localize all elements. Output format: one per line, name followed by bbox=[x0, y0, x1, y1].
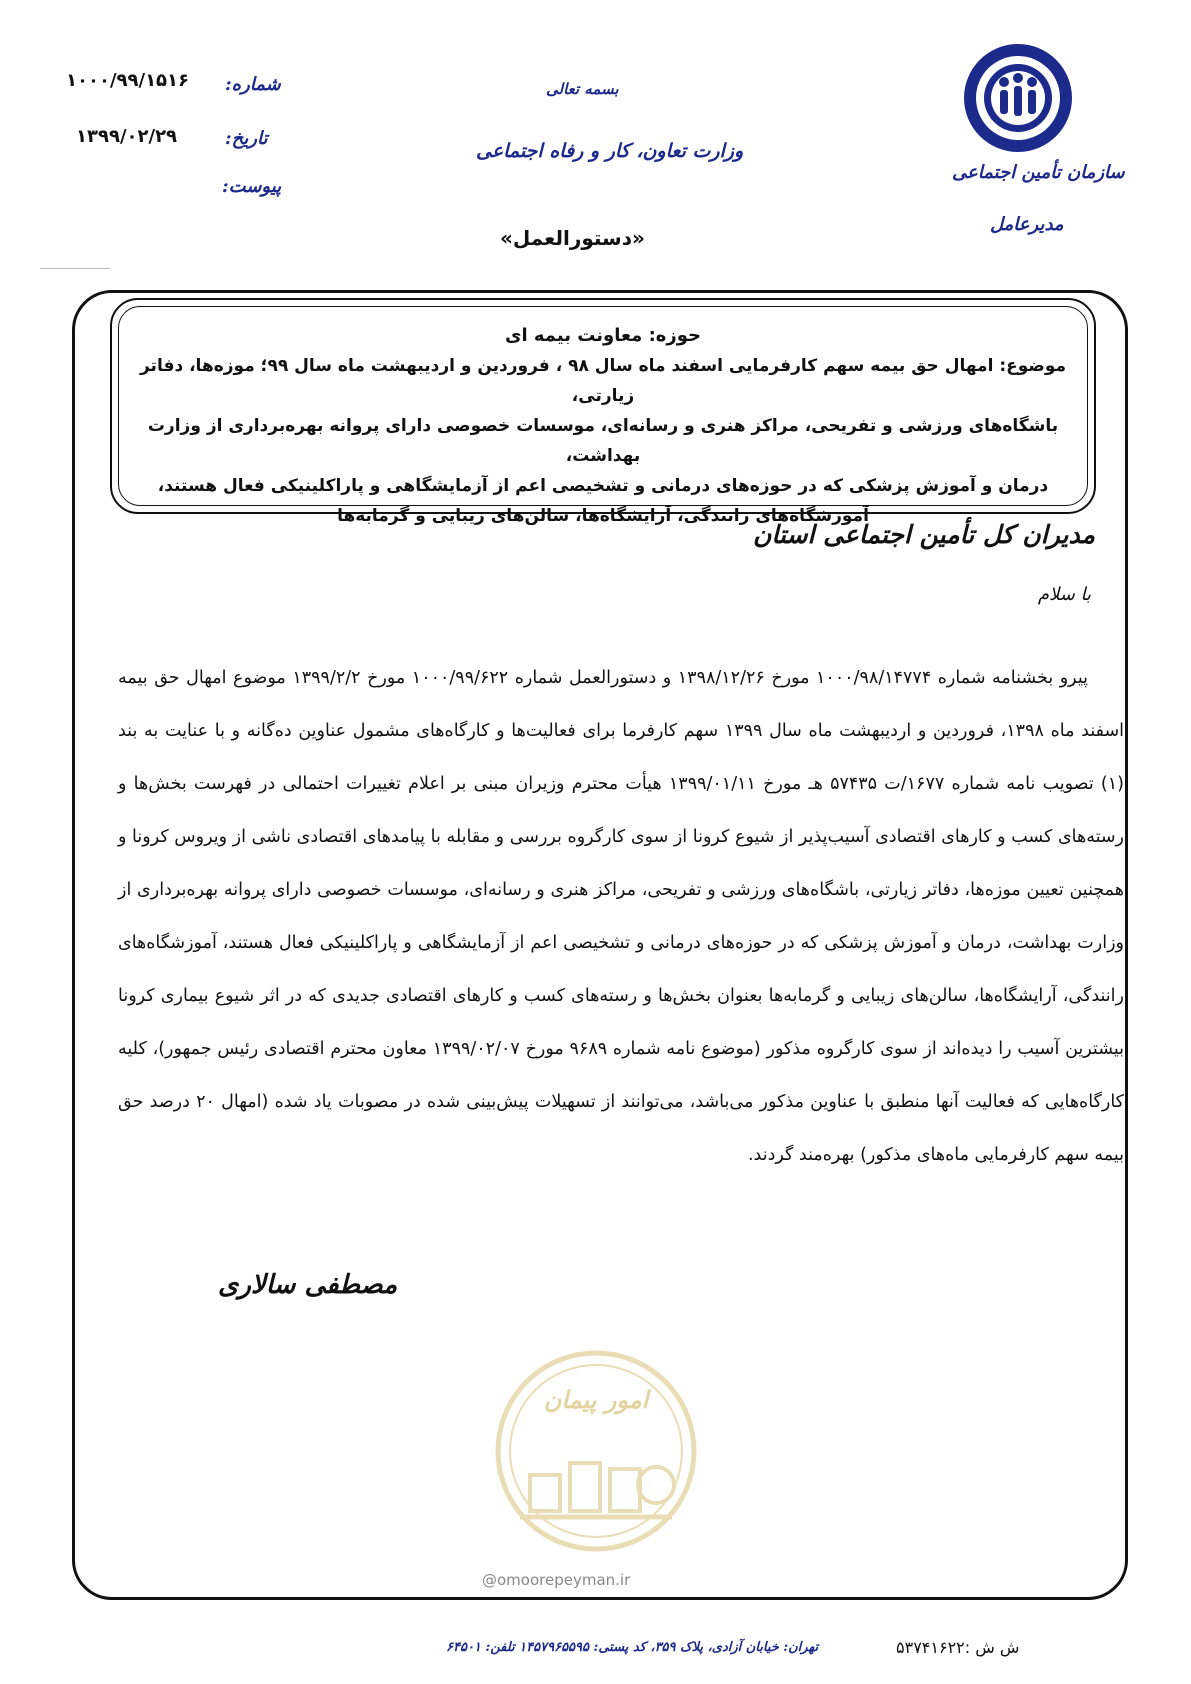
bismillah: بسمه تعالی bbox=[546, 80, 619, 98]
greeting: با سلام bbox=[1037, 584, 1091, 605]
org-name: سازمان تأمین اجتماعی bbox=[952, 162, 1125, 183]
addressee: مدیران کل تأمین اجتماعی استان bbox=[753, 520, 1095, 549]
ceo-title: مدیرعامل bbox=[990, 214, 1064, 235]
letter-date: ۱۳۹۹/۰۲/۲۹ bbox=[76, 126, 178, 147]
watermark-site: @omoorepeyman.ir bbox=[482, 1571, 631, 1589]
org-logo bbox=[962, 42, 1074, 154]
attachment-label: پیوست: bbox=[222, 176, 282, 197]
footer-fax: ش ش :۵۳۷۴۱۶۲۲ bbox=[896, 1638, 1020, 1657]
subject-line-4: آموزشگاه‌های رانندگی، آرایشگاه‌ها، سالن‌های زیبایی و گرمابه‌ها bbox=[337, 506, 869, 526]
subject-line-3: درمان و آموزش پزشکی که در حوزه‌های درمانی و تشخیصی اعم از آزمایشگاهی و پاراکلینیکی فعال هستند، bbox=[157, 476, 1049, 496]
header-divider bbox=[40, 268, 110, 269]
letter-date-label: تاریخ: bbox=[225, 128, 268, 149]
subject-domain: حوزه: معاونت بیمه ای bbox=[504, 325, 702, 346]
social-security-logo-icon bbox=[962, 42, 1074, 154]
body-paragraph: پیرو بخشنامه شماره ۱۰۰۰/۹۸/۱۴۷۷۴ مورخ ۱۳۹۸/۱۲/۲۶ و دستورالعمل شماره ۱۰۰۰/۹۹/۶۲۲ مورخ ۱۳۹۹/۲/۲ موضوع امهال حق بیمه اسفند ماه ۱۳۹۸، فروردین و اردیبهشت ماه سال ۱۳۹۹ سهم کارفرما برای فعالیت‌ها و کارگاه‌های مشمول عناوین ده‌گانه و با عنایت به بند (۱) تصویب نامه شماره ۱۶۷۷/ت ۵۷۴۳۵ هـ مورخ ۱۳۹۹/۰۱/۱۱ هیأت محترم وزیران مبنی بر اعلام تغییرات احتمالی در فهرست بخش‌ها و رسته‌های کسب و کارهای اقتصادی آسیب‌پذیر از شیوع کرونا از سوی کارگروه بررسی و مقابله با پیامدهای اقتصادی ناشی از ویروس کرونا و همچنین تعیین موزه‌ها، دفاتر زیارتی، باشگاه‌های ورزشی و تفریحی، مراکز هنری و رسانه‌ای، موسسات خصوصی دارای پروانه بهره‌برداری از وزارت بهداشت، درمان و آموزش پزشکی که در حوزه‌های درمانی و تشخیصی اعم از آزمایشگاهی و پاراکلینیکی فعال هستند، آموزشگاه‌های رانندگی، آرایشگاه‌ها، سالن‌های زیبایی و گرمابه‌ها بعنوان بخش‌ها و رسته‌های کسب و کارهای اقتصادی جدیدی که در اثر شیوع بیماری کرونا بیشترین آسیب را دیده‌اند از سوی کارگروه مذکور (موضوع نامه شماره ۹۶۸۹ مورخ ۱۳۹۹/۰۲/۰۷ معاون محترم اقتصادی رئیس جمهور)، کلیه کارگاه‌هایی که فعالیت آنها منطبق با عناوین مذکور می‌باشد، می‌توانند از تسهیلات پیش‌بینی شده در مصوبات یاد شده (امهال ۲۰ درصد حق بیمه سهم کارفرمایی ماه‌های مذکور) بهره‌مند گردند. bbox=[118, 668, 1125, 1165]
letter-number: ۱۰۰۰/۹۹/۱۵۱۶ bbox=[66, 70, 190, 91]
signature: مصطفی سالاری bbox=[218, 1270, 398, 1300]
document-type: «دستورالعمل» bbox=[500, 226, 645, 250]
footer-address: تهران: خیابان آزادی، پلاک ۳۵۹، کد پستی: ۱۴۵۷۹۶۵۵۹۵ تلفن: ۶۴۵۰۱ bbox=[446, 1640, 819, 1655]
subject-box bbox=[118, 306, 1088, 526]
watermark bbox=[482, 1345, 702, 1605]
omoor-peyman-seal-icon bbox=[490, 1345, 702, 1565]
watermark-logo-text: امور پیمان bbox=[543, 1385, 649, 1414]
letter-body bbox=[118, 652, 1124, 1182]
letter-number-label: شماره: bbox=[225, 74, 281, 95]
ministry-name: وزارت تعاون، کار و رفاه اجتماعی bbox=[476, 140, 744, 162]
subject-line-1: موضوع: امهال حق بیمه سهم کارفرمایی اسفند ماه سال ۹۸ ، فروردین و اردیبهشت ماه سال ۹۹؛ موزه‌ها، دفاتر زیارتی، bbox=[139, 356, 1067, 406]
subject-line-2: باشگاه‌های ورزشی و تفریحی، مراکز هنری و رسانه‌ای، موسسات خصوصی دارای پروانه بهره‌برداری از وزارت بهداشت، bbox=[147, 416, 1059, 466]
